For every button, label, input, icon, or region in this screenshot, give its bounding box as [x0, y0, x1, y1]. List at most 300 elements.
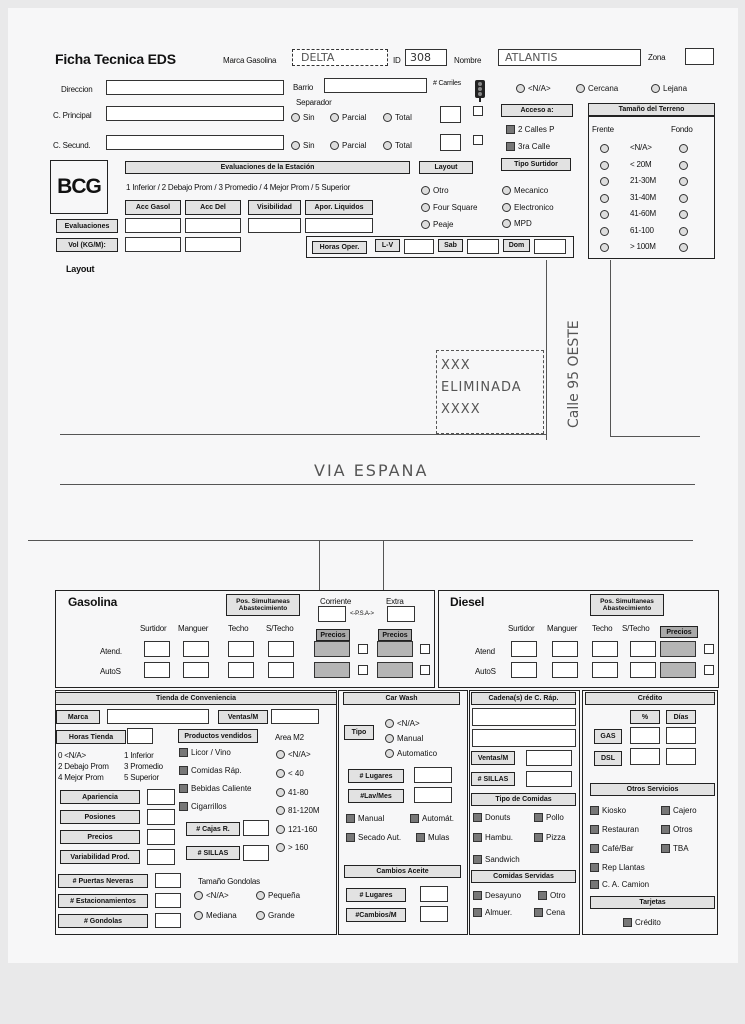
acc-del-label: Acc Del: [185, 200, 241, 215]
com-hamb[interactable]: Hambu.: [473, 833, 513, 842]
frente-label: Frente: [592, 125, 614, 134]
dsl-label: DSL: [594, 751, 622, 766]
marca-field[interactable]: DELTA: [292, 49, 388, 66]
diesel-cell[interactable]: [660, 662, 696, 678]
area-40[interactable]: < 40: [276, 769, 304, 778]
diesel-cell[interactable]: [630, 641, 656, 657]
srv-rep-llantas[interactable]: Rep Llantas: [590, 863, 645, 872]
com-pizza[interactable]: Pizza: [534, 833, 566, 842]
sketch-line: [60, 484, 695, 485]
dsl-pct-field[interactable]: [630, 748, 660, 765]
checkbox-icon: [590, 806, 599, 815]
layout-peaje[interactable]: Peaje: [421, 220, 453, 229]
radio-icon: [502, 203, 511, 212]
sketch-line: [610, 436, 700, 437]
checkbox-icon: [346, 814, 355, 823]
estac-label: # Estacionamientos: [58, 894, 148, 908]
checkbox-icon: [590, 844, 599, 853]
frente-radio-3[interactable]: [600, 194, 609, 203]
radio-icon: [291, 113, 300, 122]
surtidor-mecanico[interactable]: Mecanico: [502, 186, 548, 195]
gasolina-cell[interactable]: [144, 662, 170, 678]
layout-otro[interactable]: Otro: [421, 186, 449, 195]
surtidor-mpd[interactable]: MPD: [502, 219, 532, 228]
tipo-surtidor-label: Tipo Surtidor: [501, 158, 571, 171]
secund-field[interactable]: [106, 135, 284, 150]
secund-label: C. Secund.: [53, 141, 91, 150]
terreno-title: Tamaño del Terreno: [588, 103, 715, 116]
id-label: ID: [393, 56, 401, 65]
scale-4: 4 Mejor Prom: [58, 773, 104, 782]
psa-label: <-P.S.A->: [350, 611, 374, 617]
precios-field[interactable]: [147, 829, 175, 845]
tarjetas-title: Tarjetas: [590, 896, 715, 909]
gas-atend-label: Atend.: [100, 647, 122, 656]
checkbox-icon: [473, 855, 482, 864]
cadena-ventas-label: Ventas/M: [471, 751, 515, 765]
gond-grande[interactable]: Grande: [256, 911, 295, 920]
area-label: Area M2: [275, 733, 304, 742]
radio-icon: [385, 734, 394, 743]
separador-label: Separador: [296, 98, 332, 107]
checkbox-icon: [346, 833, 355, 842]
ubicacion-cercana[interactable]: Cercana: [576, 84, 618, 93]
fondo-radio-4[interactable]: [679, 210, 688, 219]
checkbox-icon: [590, 880, 599, 889]
checkbox-icon: [473, 908, 482, 917]
sep2-parcial[interactable]: Parcial: [330, 141, 366, 150]
tam-gond-label: Tamaño Gondolas: [198, 877, 260, 886]
lavmes-label: #Lav/Mes: [348, 789, 404, 803]
gasolina-cell[interactable]: [377, 641, 413, 657]
dsl-precios: Precios: [660, 626, 698, 638]
variabilidad-field[interactable]: [147, 849, 175, 865]
apariencia-label: Apariencia: [60, 790, 140, 804]
radio-icon: [276, 750, 285, 759]
vol-acc-del-field[interactable]: [185, 237, 241, 252]
area-41-80[interactable]: 41-80: [276, 788, 308, 797]
eval-acc-gasol-field[interactable]: [125, 218, 181, 233]
direccion-field[interactable]: [106, 80, 284, 95]
terreno-option-label: 21-30M: [630, 176, 656, 185]
terreno-option-label: <N/A>: [630, 143, 652, 152]
otros-servicios-title: Otros Servicios: [590, 783, 715, 796]
gasolina-checkbox[interactable]: [358, 665, 368, 675]
diesel-checkbox[interactable]: [704, 665, 714, 675]
terreno-option-label: < 20M: [630, 159, 652, 169]
corriente-field[interactable]: [318, 606, 346, 622]
gasolina-checkbox[interactable]: [420, 644, 430, 654]
neveras-field[interactable]: [155, 873, 181, 888]
gasolina-title: Gasolina: [68, 595, 118, 609]
checkbox-icon: [538, 891, 547, 900]
zona-label: Zona: [648, 53, 666, 62]
eval-apor-field[interactable]: [305, 218, 373, 233]
frente-radio-4[interactable]: [600, 210, 609, 219]
sketch-line: [610, 260, 611, 436]
checkbox-icon: [179, 784, 188, 793]
evaluaciones-row-label: Evaluaciones: [56, 219, 118, 233]
cajas-field[interactable]: [243, 820, 269, 836]
checkbox-icon: [473, 833, 482, 842]
radio-icon: [383, 113, 392, 122]
gasolina-cell[interactable]: [314, 641, 350, 657]
radio-icon: [383, 141, 392, 150]
carwash-title: Car Wash: [343, 692, 460, 705]
cw-lugares-label: # Lugares: [348, 769, 404, 783]
radio-icon: [385, 719, 394, 728]
corriente-label: Corriente: [320, 597, 352, 606]
radio-icon: [502, 186, 511, 195]
checkbox-icon: [534, 813, 543, 822]
radio-icon: [276, 843, 285, 852]
via-label: VIA ESPANA: [314, 461, 429, 480]
variabilidad-label: Variabilidad Prod.: [60, 850, 140, 864]
acceso-2calles[interactable]: 2 Calles P: [506, 125, 554, 134]
fondo-radio-5[interactable]: [679, 227, 688, 236]
layout-header: Layout: [419, 161, 473, 174]
visibilidad-label: Visibilidad: [248, 200, 301, 215]
ca-lugares-label: # Lugares: [346, 888, 406, 902]
srv-otro[interactable]: Otro: [538, 891, 566, 900]
diesel-cell[interactable]: [511, 641, 537, 657]
fondo-radio-0[interactable]: [679, 144, 688, 153]
tienda-marca-label: Marca: [56, 710, 100, 724]
cadena-field-2[interactable]: [472, 729, 576, 747]
id-field[interactable]: 308: [405, 49, 447, 66]
radio-icon: [421, 186, 430, 195]
eval-visibilidad-field[interactable]: [248, 218, 301, 233]
gas-label: GAS: [594, 729, 622, 744]
marca-label: Marca Gasolina: [223, 56, 277, 65]
radio-icon: [421, 203, 430, 212]
gasolina-cell[interactable]: [377, 662, 413, 678]
radio-icon: [330, 113, 339, 122]
nombre-field[interactable]: ATLANTIS: [498, 49, 641, 66]
cadena-sillas-label: # SILLAS: [471, 772, 515, 786]
horas-tienda-label: Horas Tienda: [56, 730, 126, 744]
sab-label: Sab: [438, 239, 463, 252]
form-page: [8, 8, 738, 963]
terreno-option-label: 61-100: [630, 225, 654, 235]
acceso-3ra-calle[interactable]: 3ra Calle: [506, 142, 550, 151]
prod-licor[interactable]: Licor / Vino: [179, 748, 231, 757]
gasolina-checkbox[interactable]: [420, 665, 430, 675]
radio-icon: [330, 141, 339, 150]
gasolina-cell[interactable]: [268, 641, 294, 657]
cw-lugares-field[interactable]: [414, 767, 452, 783]
sep1-total[interactable]: Total: [383, 113, 412, 122]
com-pollo[interactable]: Pollo: [534, 813, 564, 822]
calle-label: Calle 95 OESTE: [566, 320, 582, 428]
gas-pct-field[interactable]: [630, 727, 660, 744]
surtidor-electronico[interactable]: Electronico: [502, 203, 554, 212]
fondo-label: Fondo: [671, 125, 693, 134]
gond-mediana[interactable]: Mediana: [194, 911, 237, 920]
radio-icon: [256, 891, 265, 900]
terreno-option-label: > 100M: [630, 242, 656, 251]
gas-surtidor-label: Surtidor: [140, 624, 167, 633]
bcg-logo: BCG: [50, 160, 108, 214]
diesel-title: Diesel: [450, 595, 485, 609]
sketch-line: [319, 541, 320, 591]
layout-label: Layout: [66, 264, 95, 274]
radio-icon: [516, 84, 525, 93]
sketch-line: [383, 541, 384, 591]
vol-acc-gasol-field[interactable]: [125, 237, 181, 252]
terreno-option-label: 31-40M: [630, 192, 656, 202]
checkbox-icon: [623, 918, 632, 927]
checkbox-icon: [416, 833, 425, 842]
frente-radio-5[interactable]: [600, 227, 609, 236]
tienda-sillas-field[interactable]: [243, 845, 269, 861]
dsl-autos-label: AutoS: [475, 667, 496, 676]
extra-label: Extra: [386, 597, 404, 606]
sab-field[interactable]: [467, 239, 499, 254]
productos-label: Productos vendidos: [178, 729, 258, 743]
srv-cajero[interactable]: Cajero: [661, 806, 697, 815]
horas-oper-label: Horas Oper.: [312, 241, 367, 254]
gasolina-cell[interactable]: [183, 662, 209, 678]
radio-icon: [276, 788, 285, 797]
diesel-cell[interactable]: [552, 641, 578, 657]
cw-mulas-chk[interactable]: Mulas: [416, 833, 449, 842]
cw-manual[interactable]: Manual: [385, 734, 423, 743]
cw-na[interactable]: <N/A>: [385, 719, 420, 728]
lavmes-field[interactable]: [414, 787, 452, 803]
dsl-dias-field[interactable]: [666, 748, 696, 765]
eval-acc-del-field[interactable]: [185, 218, 241, 233]
dias-label: Días: [666, 710, 696, 724]
checkbox-icon: [179, 802, 188, 811]
diesel-cell[interactable]: [592, 662, 618, 678]
scale-0: 0 <N/A>: [58, 751, 86, 760]
srv-tba[interactable]: TBA: [661, 844, 689, 853]
ca-lugares-field[interactable]: [420, 886, 448, 902]
apor-liquidos-label: Apor. Liquidos: [305, 200, 373, 215]
neveras-label: # Puertas Neveras: [58, 874, 148, 888]
sketch-line: [60, 434, 546, 435]
acceso-label: Acceso a:: [501, 104, 573, 117]
gas-precios-corriente: Precios: [316, 629, 350, 641]
diesel-cell[interactable]: [592, 641, 618, 657]
fondo-radio-1[interactable]: [679, 161, 688, 170]
checkbox-icon: [179, 748, 188, 757]
dsl-manguer-label: Manguer: [547, 624, 578, 633]
tienda-sillas-label: # SILLAS: [186, 846, 240, 860]
nombre-label: Nombre: [454, 56, 482, 65]
estac-field[interactable]: [155, 893, 181, 908]
srv-kiosko[interactable]: Kiosko: [590, 806, 626, 815]
gondolas-field[interactable]: [155, 913, 181, 928]
srv-desayuno[interactable]: Desayuno: [473, 891, 521, 900]
diesel-checkbox[interactable]: [704, 644, 714, 654]
gas-techo-label: Techo: [228, 624, 249, 633]
srv-cafe[interactable]: Café/Bar: [590, 844, 634, 853]
cambiosm-field[interactable]: [420, 906, 448, 922]
traffic-light-icon: [473, 80, 487, 102]
terreno-option-label: 41-60M: [630, 209, 656, 218]
diesel-cell[interactable]: [630, 662, 656, 678]
sketch-line: [28, 540, 693, 541]
fondo-radio-2[interactable]: [679, 177, 688, 186]
carriles-principal-field[interactable]: [440, 106, 461, 123]
ubicacion-lejana[interactable]: Lejana: [651, 84, 687, 93]
dom-field[interactable]: [534, 239, 566, 254]
cadena-title: Cadena(s) de C. Ráp.: [471, 692, 576, 705]
sep2-sin[interactable]: Sin: [291, 141, 315, 150]
radio-icon: [576, 84, 585, 93]
gondolas-label: # Gondolas: [58, 914, 148, 928]
gond-na[interactable]: <N/A>: [194, 891, 229, 900]
cambios-title: Cambios Aceite: [344, 865, 461, 878]
cw-secado-chk[interactable]: Secado Aut.: [346, 833, 401, 842]
gas-dias-field[interactable]: [666, 727, 696, 744]
layout-four-square[interactable]: Four Square: [421, 203, 477, 212]
diesel-cell[interactable]: [660, 641, 696, 657]
sketch-line: [546, 260, 547, 440]
gond-pequena[interactable]: Pequeña: [256, 891, 300, 900]
eliminada-box: XXX ELIMINADA XXXX: [436, 350, 544, 434]
dsl-stecho-label: S/Techo: [622, 624, 650, 633]
cadena-field-1[interactable]: [472, 708, 576, 726]
cw-manual-chk[interactable]: Manual: [346, 814, 384, 823]
checkbox-icon: [410, 814, 419, 823]
acc-gasol-label: Acc Gasol: [125, 200, 181, 215]
fondo-radio-3[interactable]: [679, 194, 688, 203]
srv-restaurant[interactable]: Restauran: [590, 825, 639, 834]
sep2-total[interactable]: Total: [383, 141, 412, 150]
prod-comidas[interactable]: Comidas Ráp.: [179, 766, 242, 775]
dsl-atend-label: Atend: [475, 647, 495, 656]
terreno-frame: [588, 116, 715, 259]
area-na[interactable]: <N/A>: [276, 750, 311, 759]
extra-field[interactable]: [387, 606, 415, 622]
com-donuts[interactable]: Donuts: [473, 813, 510, 822]
barrio-field[interactable]: [324, 78, 427, 93]
servidas-title: Comidas Servidas: [471, 870, 576, 883]
form-title: Ficha Tecnica EDS: [55, 51, 176, 67]
srv-almuer[interactable]: Almuer.: [473, 908, 512, 917]
cw-automat-chk[interactable]: Automát.: [410, 814, 454, 823]
principal-checkbox[interactable]: [473, 106, 483, 116]
diesel-cell[interactable]: [552, 662, 578, 678]
checkbox-icon: [661, 825, 670, 834]
frente-radio-0[interactable]: [600, 144, 609, 153]
checkbox-icon: [473, 813, 482, 822]
direccion-label: Direccion: [61, 85, 93, 94]
srv-cena[interactable]: Cena: [534, 908, 565, 917]
tipo-label: Tipo: [344, 725, 374, 740]
posiones-field[interactable]: [147, 809, 175, 825]
radio-icon: [502, 219, 511, 228]
radio-icon: [276, 806, 285, 815]
prod-cigarrillos[interactable]: Cigarrillos: [179, 802, 227, 811]
checkbox-icon: [661, 806, 670, 815]
tipo-comidas-title: Tipo de Comidas: [471, 793, 576, 806]
scale-5: 5 Superior: [124, 773, 159, 782]
area-81-120[interactable]: 81-120M: [276, 806, 320, 815]
tarjeta-credito[interactable]: Crédito: [623, 918, 661, 927]
gasolina-checkbox[interactable]: [358, 644, 368, 654]
tienda-title: Tienda de Conveniencia: [55, 692, 337, 705]
diesel-cell[interactable]: [511, 662, 537, 678]
frente-radio-2[interactable]: [600, 177, 609, 186]
sep1-parcial[interactable]: Parcial: [330, 113, 366, 122]
evaluaciones-title: Evaluaciones de la Estación: [125, 161, 410, 174]
radio-icon: [256, 911, 265, 920]
cadena-ventas-field[interactable]: [526, 750, 572, 766]
apariencia-field[interactable]: [147, 789, 175, 805]
radio-icon: [194, 911, 203, 920]
sep1-sin[interactable]: Sin: [291, 113, 315, 122]
com-sandwich[interactable]: Sandwich: [473, 855, 520, 864]
fondo-radio-6[interactable]: [679, 243, 688, 252]
tienda-ventas-label: Ventas/M: [218, 710, 268, 724]
carriles-secund-field[interactable]: [440, 134, 461, 151]
cambiosm-label: #Cambios/M: [346, 908, 406, 922]
radio-icon: [194, 891, 203, 900]
eval-scale: 1 Inferior / 2 Debajo Prom / 3 Promedio / 4 Mejor Prom / 5 Superior: [126, 183, 351, 192]
area-160[interactable]: > 160: [276, 843, 308, 852]
principal-label: C. Principal: [53, 111, 92, 120]
area-121-160[interactable]: 121-160: [276, 825, 317, 834]
tienda-ventas-field[interactable]: [271, 709, 319, 724]
cw-automatico[interactable]: Automatico: [385, 749, 437, 758]
credito-title: Crédito: [585, 692, 715, 705]
secund-checkbox[interactable]: [473, 135, 483, 145]
ubicacion-na[interactable]: <N/A>: [516, 84, 551, 93]
gasolina-cell[interactable]: [228, 662, 254, 678]
scale-3: 3 Promedio: [124, 762, 163, 771]
gas-stecho-label: S/Techo: [266, 624, 294, 633]
dsl-surtidor-label: Surtidor: [508, 624, 535, 633]
cadena-sillas-field[interactable]: [526, 771, 572, 787]
posiones-label: Posiones: [60, 810, 140, 824]
frente-radio-1[interactable]: [600, 161, 609, 170]
checkbox-icon: [506, 142, 515, 151]
checkbox-icon: [534, 833, 543, 842]
tienda-marca-field[interactable]: [107, 709, 209, 724]
gas-manguer-label: Manguer: [178, 624, 209, 633]
principal-field[interactable]: [106, 106, 284, 121]
srv-ca-camion[interactable]: C. A. Camion: [590, 880, 649, 889]
lv-field[interactable]: [404, 239, 434, 254]
gas-precios-extra: Precios: [378, 629, 412, 641]
gasolina-cell[interactable]: [268, 662, 294, 678]
checkbox-icon: [590, 863, 599, 872]
pct-label: %: [630, 710, 660, 724]
radio-icon: [276, 769, 285, 778]
radio-icon: [276, 825, 285, 834]
prod-bebidas[interactable]: Bebidas Caliente: [179, 784, 251, 793]
radio-icon: [421, 220, 430, 229]
gasolina-cell[interactable]: [314, 662, 350, 678]
horas-tienda-field[interactable]: [127, 728, 153, 744]
gasolina-cell[interactable]: [228, 641, 254, 657]
lv-label: L-V: [375, 239, 400, 252]
radio-icon: [385, 749, 394, 758]
gas-autos-label: AutoS: [100, 667, 121, 676]
zona-field[interactable]: [685, 48, 714, 65]
scale-2: 2 Debajo Prom: [58, 762, 109, 771]
gasolina-cell[interactable]: [183, 641, 209, 657]
gas-pos-label: Pos. Simultaneas Abastecimiento: [226, 594, 300, 616]
radio-icon: [291, 141, 300, 150]
srv-otros[interactable]: Otros: [661, 825, 693, 834]
gasolina-cell[interactable]: [144, 641, 170, 657]
frente-radio-6[interactable]: [600, 243, 609, 252]
